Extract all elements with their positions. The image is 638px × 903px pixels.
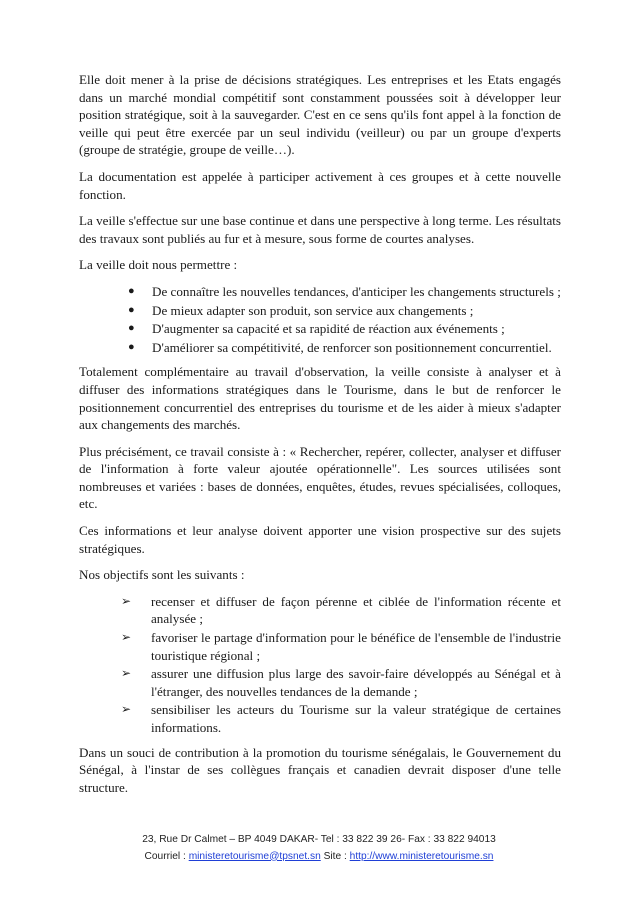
objectives-list (79, 593, 561, 737)
paragraph-veille-intro: La veille doit nous permettre : (79, 257, 238, 273)
paragraph-decisions: Elle doit mener à la prise de décisions stratégiques. Les entreprises et les Etats engagés dans un marché mondial compétitif sont constamment poussées soit à développer leur position stratégique, soit à la sauvegarder. C'est en ce sens qu'ils font appel à la fonction de veille qui peut être exercée par un seul individu (veilleur) ou par un groupe d'experts (groupe de stratégie, groupe de veille…). (79, 72, 561, 158)
bullet-icon: ● (128, 303, 135, 316)
arrow-bullet-icon: ➢ (121, 702, 132, 717)
page-footer (0, 832, 638, 865)
footer-contact: Courriel : ministeretourisme@tpsnet.sn Site : http://www.ministeretourisme.sn (144, 850, 494, 862)
list-item: ➢ sensibiliser les acteurs du Tourisme sur la valeur stratégique de certaines informations. (121, 702, 561, 735)
footer-address: 23, Rue Dr Calmet – BP 4049 DAKAR- Tel : 33 822 39 26- Fax : 33 822 94013 (142, 834, 496, 845)
website-link[interactable]: http://www.ministeretourisme.sn (349, 850, 494, 862)
document-body (79, 71, 561, 805)
bullet-icon: ● (128, 284, 135, 297)
list-item: ➢ recenser et diffuser de façon pérenne et ciblée de l'information récente et analysée ; (121, 593, 561, 627)
paragraph-conclusion: Dans un souci de contribution à la promotion du tourisme sénégalais, le Gouvernement du Sénégal, à l'instar de ses collègues français et canadien devrait disposer d'une telle structure. (79, 744, 561, 795)
list-item: ● De mieux adapter son produit, son service aux changements ; (128, 302, 474, 318)
arrow-bullet-icon: ➢ (121, 666, 132, 681)
paragraph-documentation: La documentation est appelée à participer activement à ces groupes et à cette nouvelle fonction. (79, 168, 561, 202)
bullet-icon: ● (128, 322, 135, 335)
arrow-bullet-icon: ➢ (121, 593, 132, 608)
list-item: ➢ assurer une diffusion plus large des savoir-faire développés au Sénégal et à l'étranger, des nouvelles tendances de la demande ; (121, 666, 561, 699)
list-item: ● D'augmenter sa capacité et sa rapidité de réaction aux événements ; (128, 321, 505, 337)
paragraph-precisement: Plus précisément, ce travail consiste à : « Rechercher, repérer, collecter, analyser et diffuser de l'information à forte valeur ajoutée opérationnelle". Les sources utilisées sont nombreuses et variées : bases de données, enquêtes, études, revues spécialisées, colloques, etc. (79, 443, 561, 512)
paragraph-veille-continue: La veille s'effectue sur une base continue et dans une perspective à long terme. Les résultats des travaux sont publiés au fur et à mesure, sous forme de courtes analyses. (79, 213, 561, 246)
arrow-bullet-icon: ➢ (121, 630, 132, 645)
paragraph-objectifs-intro: Nos objectifs sont les suivants : (79, 567, 245, 583)
bullet-icon: ● (128, 340, 135, 353)
list-item: ➢ favoriser le partage d'information pour le bénéfice de l'ensemble de l'industrie touristique régional ; (121, 630, 561, 663)
email-link[interactable]: ministeretourisme@tpsnet.sn (188, 850, 321, 862)
list-item: ● D'améliorer sa compétitivité, de renforcer son positionnement concurrentiel. (128, 339, 552, 355)
paragraph-complementaire: Totalement complémentaire au travail d'observation, la veille consiste à analyser et à diffuser des informations stratégiques dans le Tourisme, dans le but de renforcer le positionnement concurrentiel des entreprises du tourisme et de les aider à mieux s'adapter aux changements des marchés. (79, 364, 561, 433)
bullet-list (79, 283, 561, 356)
paragraph-analyse: Ces informations et leur analyse doivent apporter une vision prospective sur des sujets stratégiques. (79, 523, 561, 556)
list-item: ● De connaître les nouvelles tendances, d'anticiper les changements structurels ; (128, 283, 561, 299)
